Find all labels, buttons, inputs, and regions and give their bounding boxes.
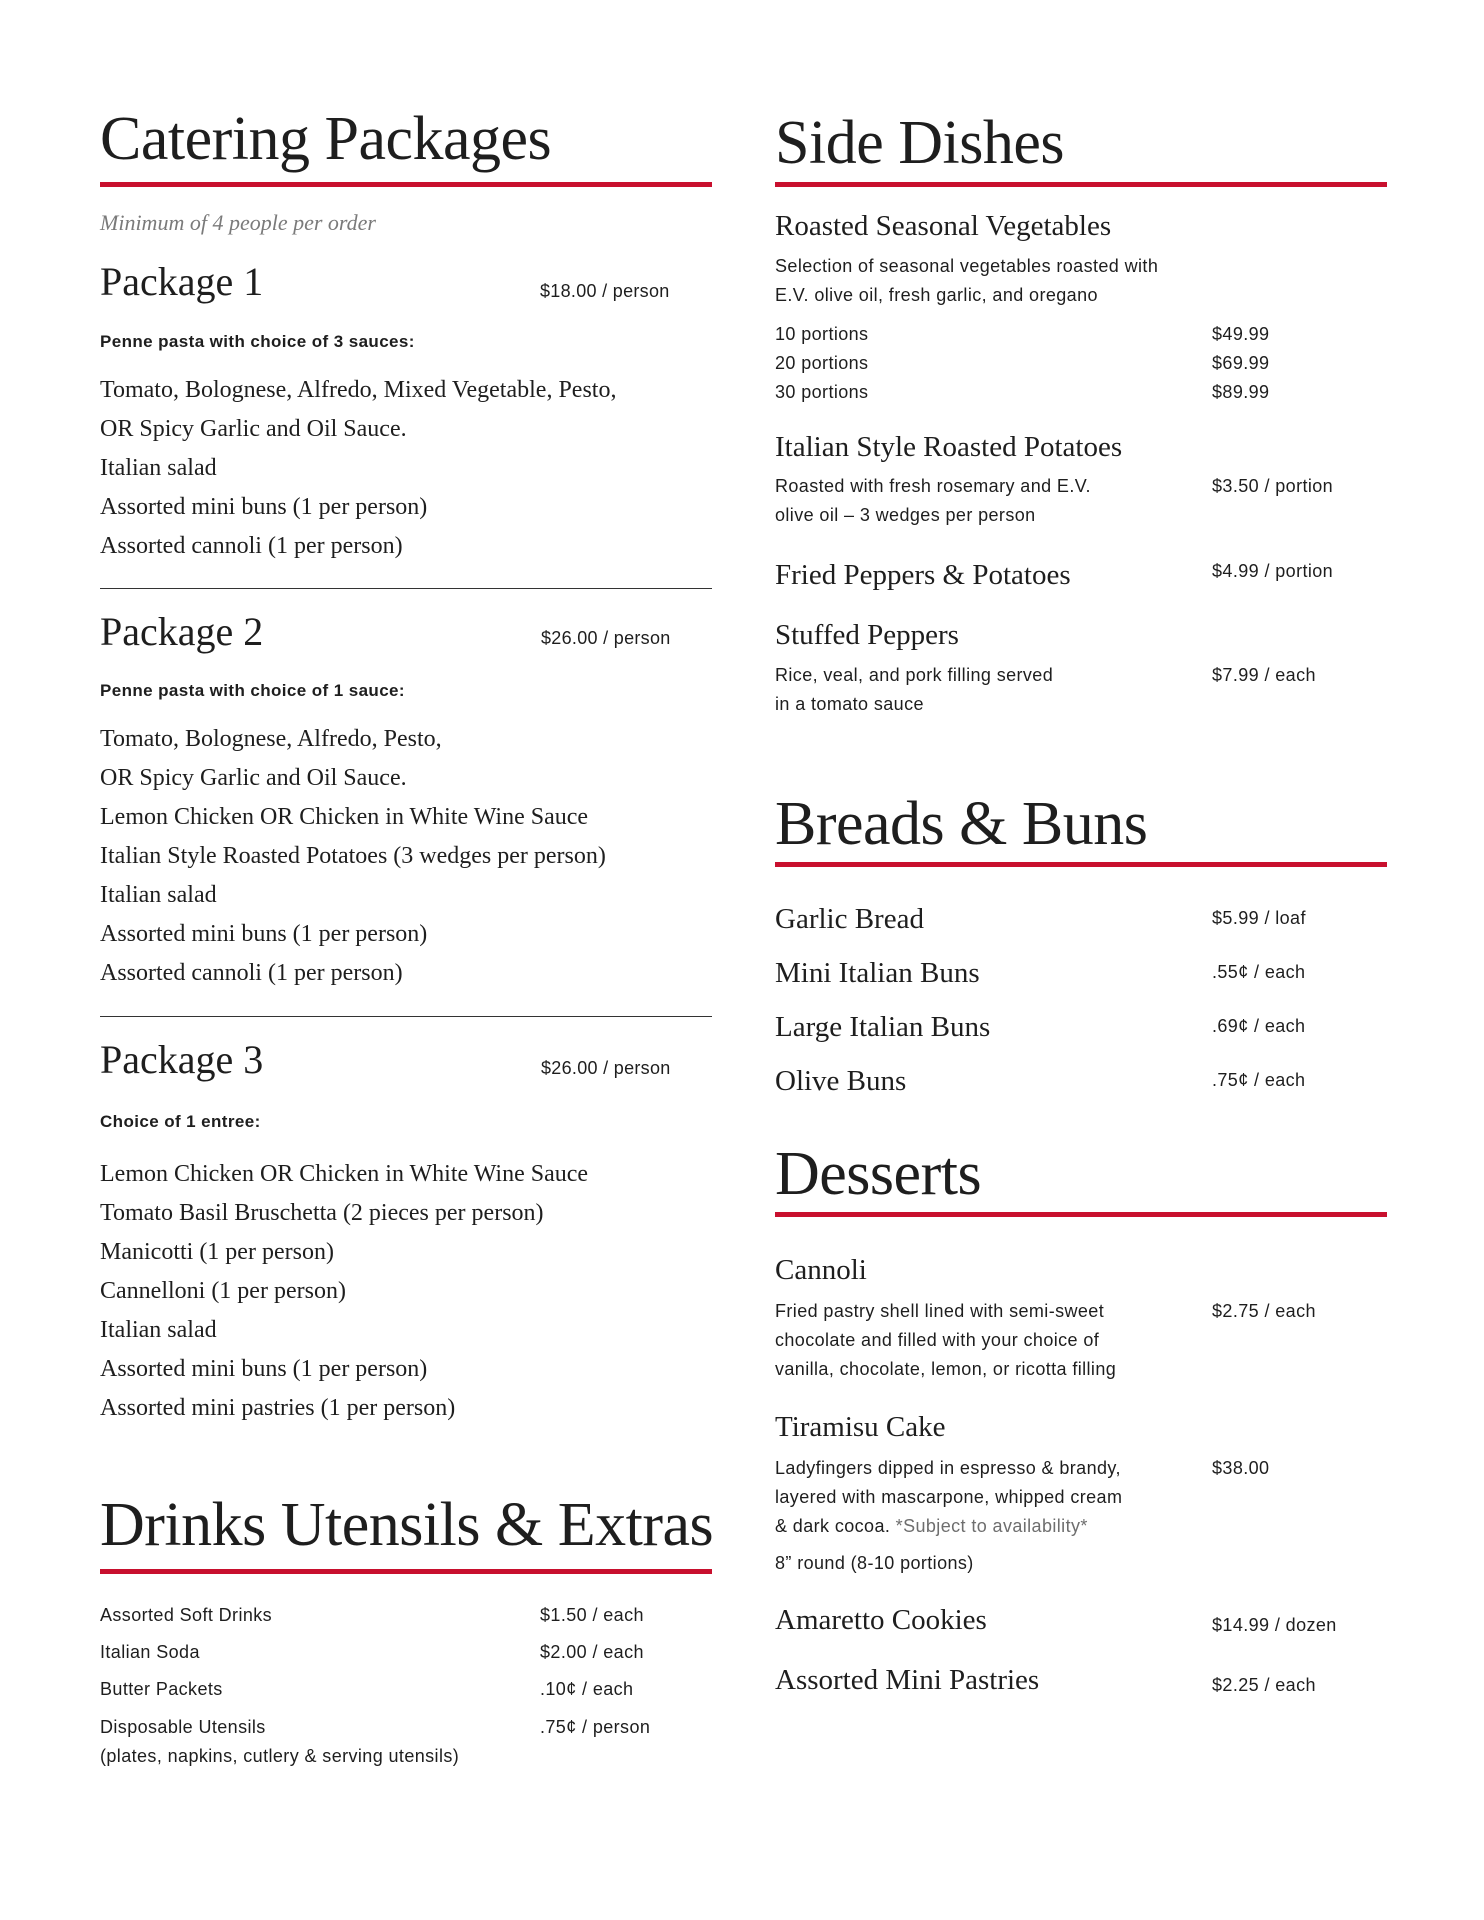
list-item: Lemon Chicken OR Chicken in White Wine Sauce [100, 1161, 589, 1187]
package-2-heading: Penne pasta with choice of 1 sauce: [100, 681, 405, 700]
list-item: Assorted mini buns (1 per person) [100, 494, 428, 520]
package-1-items [100, 371, 616, 566]
fried-peppers-price: $4.99 / portion [1212, 561, 1334, 581]
minimum-order-note: Minimum of 4 people per order [100, 210, 376, 235]
extras-item-price: .75¢ / person [540, 1717, 651, 1737]
bread-item-name: Large Italian Buns [775, 1011, 991, 1043]
catering-packages-title: Catering Packages [100, 105, 552, 173]
cannoli-desc: vanilla, chocolate, lemon, or ricotta filling [775, 1359, 1117, 1379]
extras-item-name: Disposable Utensils [100, 1717, 266, 1737]
side-dishes-title: Side Dishes [775, 109, 1064, 177]
portion-price: $49.99 [1212, 324, 1270, 344]
title-underline [775, 182, 1387, 187]
bread-item-price: $5.99 / loaf [1212, 908, 1306, 928]
tiramisu-price: $38.00 [1212, 1458, 1270, 1478]
portion-price: $89.99 [1212, 382, 1270, 402]
roasted-vegetables-desc: E.V. olive oil, fresh garlic, and oregano [775, 285, 1098, 305]
title-underline [775, 1212, 1387, 1217]
list-item: Cannelloni (1 per person) [100, 1278, 346, 1304]
list-item: Assorted mini buns (1 per person) [100, 1356, 428, 1382]
portion-label: 10 portions [775, 324, 869, 344]
extras-item-price: .10¢ / each [540, 1679, 634, 1699]
package-3-price: $26.00 / person [541, 1058, 671, 1078]
list-item: Assorted cannoli (1 per person) [100, 960, 403, 986]
tiramisu-size: 8” round (8-10 portions) [775, 1553, 974, 1573]
stuffed-peppers-price: $7.99 / each [1212, 665, 1316, 685]
extras-item-note: (plates, napkins, cutlery & serving utensils) [100, 1746, 460, 1766]
tiramisu-desc: Ladyfingers dipped in espresso & brandy, [775, 1458, 1121, 1478]
bread-item-name: Garlic Bread [775, 903, 924, 935]
title-underline [100, 182, 712, 187]
title-underline [100, 1569, 712, 1574]
stuffed-peppers-desc: Rice, veal, and pork filling served [775, 665, 1054, 685]
breads-buns-title: Breads & Buns [775, 790, 1148, 858]
package-1-heading: Penne pasta with choice of 3 sauces: [100, 332, 415, 351]
list-item: Manicotti (1 per person) [100, 1239, 334, 1265]
list-item: Lemon Chicken OR Chicken in White Wine Sauce [100, 804, 589, 830]
list-item: Tomato, Bolognese, Alfredo, Pesto, [100, 726, 442, 752]
package-2-price: $26.00 / person [541, 628, 671, 648]
title-underline [775, 862, 1387, 867]
amaretto-cookies-title: Amaretto Cookies [775, 1604, 987, 1636]
mini-pastries-title: Assorted Mini Pastries [775, 1664, 1040, 1696]
cannoli-desc: chocolate and filled with your choice of [775, 1330, 1100, 1350]
cannoli-title: Cannoli [775, 1254, 867, 1286]
list-item: Assorted mini buns (1 per person) [100, 921, 428, 947]
extras-item-name: Assorted Soft Drinks [100, 1605, 273, 1625]
availability-note: *Subject to availability* [895, 1516, 1088, 1536]
portion-label: 30 portions [775, 382, 869, 402]
desserts-title: Desserts [775, 1140, 982, 1208]
roasted-vegetables-title: Roasted Seasonal Vegetables [775, 210, 1112, 242]
list-item: OR Spicy Garlic and Oil Sauce. [100, 416, 407, 442]
bread-item-price: .69¢ / each [1212, 1016, 1306, 1036]
extras-item-price: $2.00 / each [540, 1642, 644, 1662]
roasted-potatoes-desc: olive oil – 3 wedges per person [775, 505, 1036, 525]
roasted-potatoes-desc: Roasted with fresh rosemary and E.V. [775, 476, 1091, 496]
package-3-title: Package 3 [100, 1037, 264, 1082]
package-1-title: Package 1 [100, 259, 264, 304]
package-3-items [100, 1155, 588, 1428]
list-item: Italian salad [100, 882, 217, 908]
extras-title: Drinks Utensils & Extras [100, 1491, 714, 1559]
list-item: OR Spicy Garlic and Oil Sauce. [100, 765, 407, 791]
package-1-price: $18.00 / person [540, 281, 670, 301]
stuffed-peppers-desc: in a tomato sauce [775, 694, 924, 714]
extras-item-name: Butter Packets [100, 1679, 223, 1699]
tiramisu-desc-line [775, 1512, 1088, 1541]
package-divider [100, 1016, 712, 1017]
roasted-potatoes-price: $3.50 / portion [1212, 476, 1334, 496]
package-2-items [100, 720, 606, 993]
bread-item-price: .75¢ / each [1212, 1070, 1306, 1090]
list-item: Italian salad [100, 1317, 217, 1343]
package-divider [100, 588, 712, 589]
mini-pastries-price: $2.25 / each [1212, 1675, 1316, 1695]
amaretto-cookies-price: $14.99 / dozen [1212, 1615, 1337, 1635]
extras-item-price: $1.50 / each [540, 1605, 644, 1625]
fried-peppers-title: Fried Peppers & Potatoes [775, 559, 1071, 591]
list-item: Assorted cannoli (1 per person) [100, 533, 403, 559]
extras-item-name: Italian Soda [100, 1642, 200, 1662]
list-item: Italian Style Roasted Potatoes (3 wedges per person) [100, 843, 606, 869]
cannoli-desc: Fried pastry shell lined with semi-sweet [775, 1301, 1105, 1321]
list-item: Assorted mini pastries (1 per person) [100, 1395, 456, 1421]
portion-price: $69.99 [1212, 353, 1270, 373]
roasted-vegetables-desc: Selection of seasonal vegetables roasted with [775, 256, 1159, 276]
package-2-title: Package 2 [100, 609, 264, 654]
list-item: Italian salad [100, 455, 217, 481]
bread-item-name: Olive Buns [775, 1065, 907, 1097]
bread-item-price: .55¢ / each [1212, 962, 1306, 982]
list-item: Tomato, Bolognese, Alfredo, Mixed Vegetable, Pesto, [100, 377, 617, 403]
tiramisu-title: Tiramisu Cake [775, 1411, 946, 1443]
tiramisu-desc: layered with mascarpone, whipped cream [775, 1487, 1123, 1507]
portion-label: 20 portions [775, 353, 869, 373]
bread-item-name: Mini Italian Buns [775, 957, 980, 989]
stuffed-peppers-title: Stuffed Peppers [775, 619, 959, 651]
cannoli-price: $2.75 / each [1212, 1301, 1316, 1321]
tiramisu-desc: & dark cocoa. [775, 1516, 891, 1536]
package-3-heading: Choice of 1 entree: [100, 1112, 261, 1131]
list-item: Tomato Basil Bruschetta (2 pieces per person) [100, 1200, 544, 1226]
roasted-potatoes-title: Italian Style Roasted Potatoes [775, 431, 1123, 463]
